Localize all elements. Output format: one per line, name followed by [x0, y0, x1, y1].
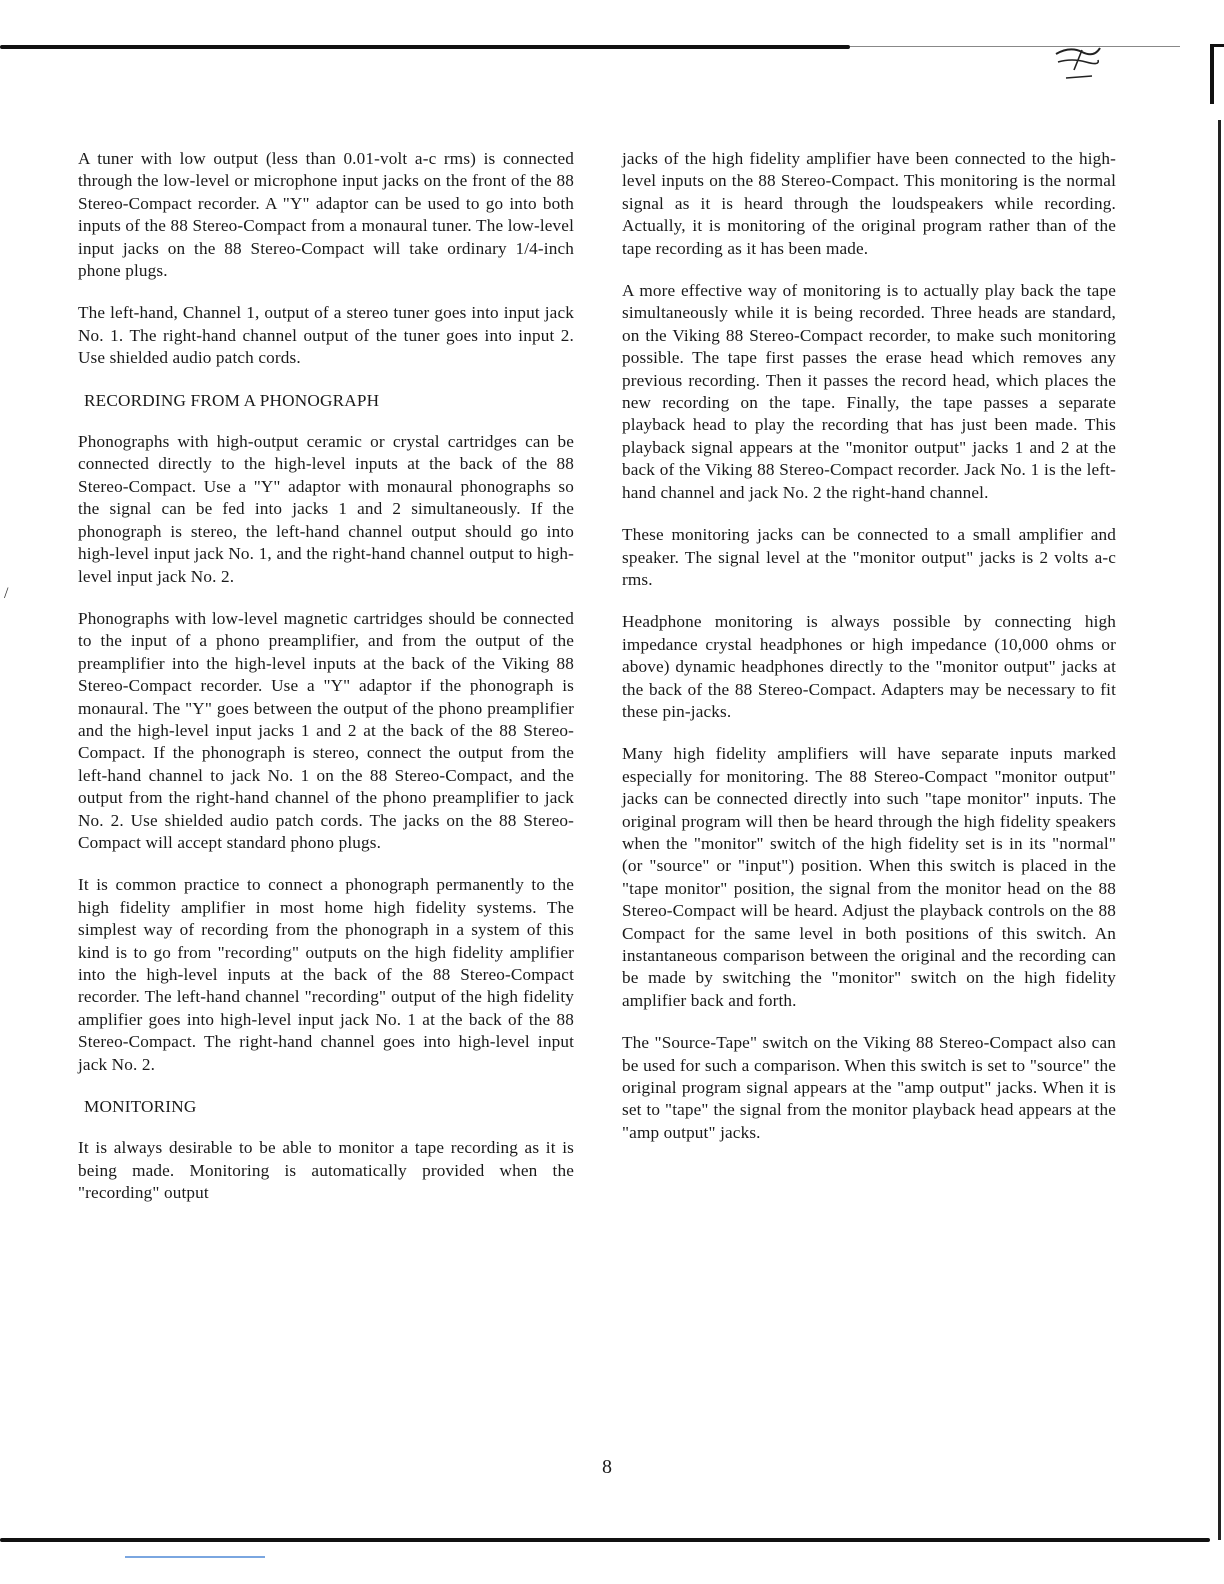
paragraph-source-tape-switch: The "Source-Tape" switch on the Viking 88 Stereo-Compact also can be used for such a comparison. When this switch is set to "source" the original program signal appears at the "amp output" jacks. When it is set to "tape" the signal from the monitor playback head appears at the "amp output" jacks. [622, 1033, 1116, 1142]
corner-mark [1210, 44, 1224, 104]
right-column [622, 148, 1116, 1164]
paragraph-separate-inputs: Many high fidelity amplifiers will have separate inputs marked especially for monitoring. The 88 Stereo-Compact "monitor output" jacks can be connected directly into such "tape monitor" inputs. The original program will then be heard through the high fidelity speakers when the "monitor" switch of the high fidelity set is in its "normal" (or "source" or "input") position. When this switch is placed in the "tape monitor" position, the signal from the monitor head on the 88 Stereo-Compact will be heard. Adjust the playback controls on the 88 Compact for the same level in both positions of this switch. An instantaneous comparison between the original and the recording can be made by switching the "monitor" switch on the high fidelity amplifier back and forth. [622, 744, 1116, 1010]
paragraph-monitoring-jacks: These monitoring jacks can be connected to a small amplifier and speaker. The signal level at the "monitor output" jacks is 2 volts a-c rms. [622, 525, 1116, 589]
bottom-rule [0, 1538, 1210, 1542]
paragraph-stereo-tuner: The left-hand, Channel 1, output of a stereo tuner goes into input jack No. 1. The right-hand channel output of the tuner goes into input 2. Use shielded audio patch cords. [78, 303, 574, 368]
paragraph-effective-monitoring: A more effective way of monitoring is to actually play back the tape simultaneously while it is being recorded. Three heads are standard, on the Viking 88 Stereo-Compact recorder, to make such monitoring possible. The tape first passes the erase head which removes any previous recording. Then it passes the record head, which places the new recording on the tape. Finally, the tape passes a separate playback head to play the recording that has just been made. This playback signal appears at the "monitor output" jacks 1 and 2 at the back of the Viking 88 Stereo-Compact recorder. Jack No. 1 is the left-hand channel and jack No. 2 the right-hand channel. [622, 281, 1116, 502]
paragraph-common-practice: It is common practice to connect a phonograph permanently to the high fidelity amplifier in most home high fidelity systems. The simplest way of recording from the phonograph in a system of this kind is to go from "recording" outputs on the high fidelity amplifier into the high-level inputs at the back of the 88 Stereo-Compact recorder. The left-hand channel "recording" output of the high fidelity amplifier goes into high-level input jack No. 1 at the back of the 88 Stereo-Compact. The right-hand channel goes into high-level input jack No. 2. [78, 875, 574, 1074]
paragraph-low-level-cartridges: Phonographs with low-level magnetic cartridges should be connected to the input of a phono preamplifier, and from the output of the preamplifier into the high-level inputs at the back of the Viking 88 Stereo-Compact recorder. Use a "Y" adaptor if the phonograph is monaural. The "Y" goes between the output of the phono preamplifier and the high-level input jacks 1 and 2 at the back of the 88 Stereo-Compact. If the phonograph is stereo, connect the output from the left-hand channel to jack No. 1 on the 88 Stereo-Compact, and the output from the right-hand channel of the phono preamplifier to jack No. 2. Use shielded audio patch cords. The jacks on the 88 Stereo-Compact will accept standard phono plugs. [78, 608, 574, 852]
paragraph-monitor-intro: It is always desirable to be able to monitor a tape recording as it is being made. Monitoring is automatically provided when the "recording" output [78, 1138, 574, 1203]
right-edge-line [1218, 120, 1221, 1540]
corner-mark-top [1210, 44, 1224, 47]
heading-monitoring: MONITORING [84, 1097, 197, 1117]
handwritten-mark-icon [1052, 40, 1102, 85]
page-number: 8 [602, 1456, 612, 1478]
paragraph-high-output-cartridges: Phonographs with high-output ceramic or crystal cartridges can be connected directly to the high-level inputs at the back of the 88 Stereo-Compact. Use a "Y" adaptor with monaural phonographs so the signal can be fed into jacks 1 and 2 simultaneously. If the phonograph is stereo, the left-hand channel output should go into high-level input jack No. 1, and the right-hand channel output to high-level input jack No. 2. [78, 432, 574, 586]
margin-mark-icon: / [4, 585, 9, 602]
left-column [78, 148, 574, 1225]
paragraph-headphone-monitoring: Headphone monitoring is always possible by connecting high impedance crystal headphones or high impedance (10,000 ohms or above) dynamic headphones directly to the "monitor output" jacks at the back of the 88 Stereo-Compact. Adapters may be necessary to fit these pin-jacks. [622, 612, 1116, 721]
top-rule-thin [850, 46, 1180, 47]
bottom-blue-mark [125, 1556, 265, 1558]
heading-recording-from-phonograph: RECORDING FROM A PHONOGRAPH [84, 390, 380, 410]
paragraph-monitoring-continued: jacks of the high fidelity amplifier have been connected to the high-level inputs on the 88 Stereo-Compact. This monitoring is the normal signal as it is heard through the loudspeakers while recording. Actually, it is monitoring of the original program rather than of the tape recording as it has been made. [622, 149, 1116, 258]
top-rule [0, 45, 850, 49]
paragraph-tuner-low-output: A tuner with low output (less than 0.01-volt a-c rms) is connected through the low-level or microphone input jacks on the front of the 88 Stereo-Compact recorder. A "Y" adaptor can be used to go into both inputs of the 88 Stereo-Compact from a monaural tuner. The low-level input jacks on the 88 Stereo-Compact will take ordinary 1/4-inch phone plugs. [78, 149, 574, 281]
